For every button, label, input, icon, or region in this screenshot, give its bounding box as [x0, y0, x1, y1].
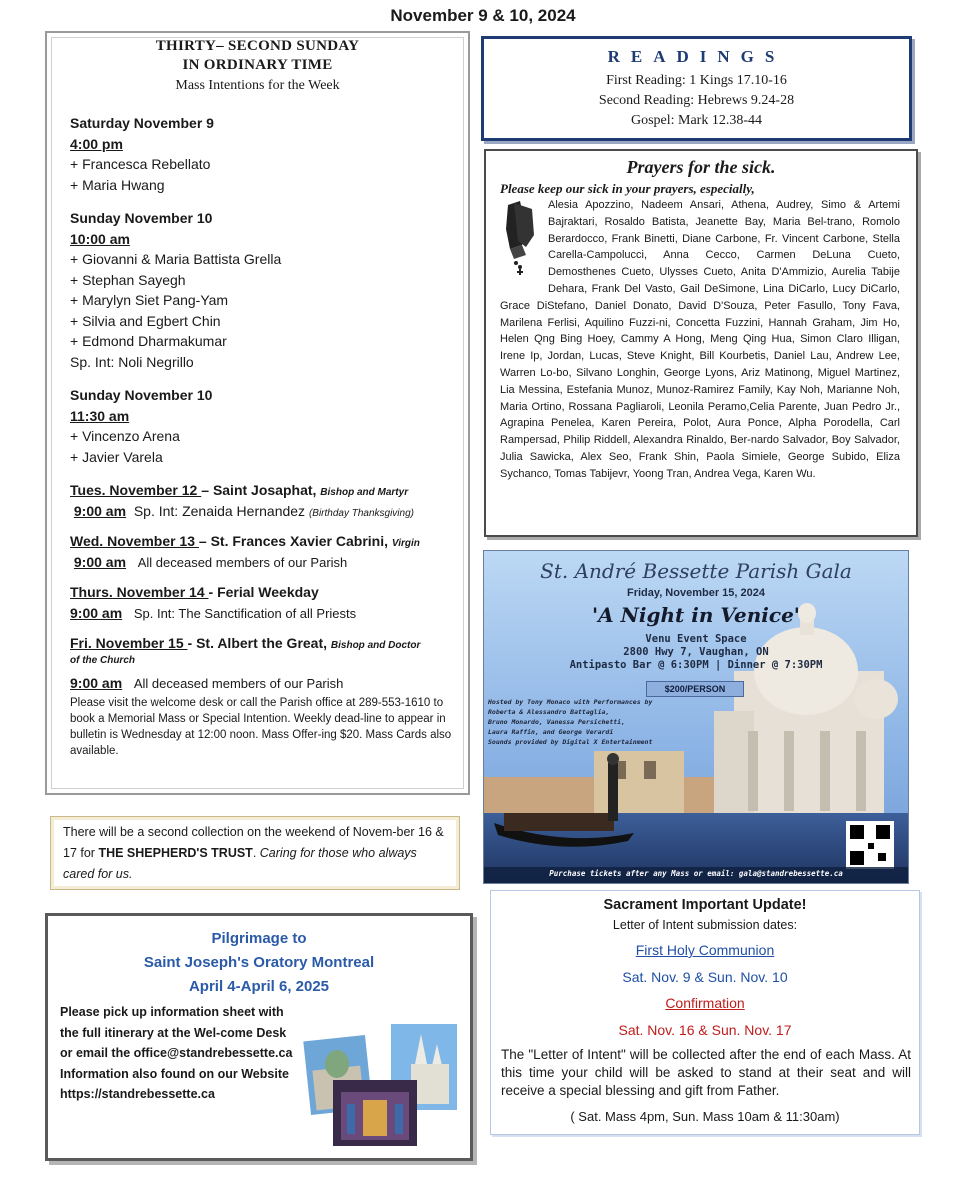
intention: + Vincenzo Arena — [70, 428, 180, 444]
day-heading: Saturday November 9 — [70, 115, 214, 131]
prayers-box — [484, 149, 918, 537]
intention: Sp. Int: The Sanctification of all Priests — [133, 605, 357, 621]
saint-note: Bishop and Doctor — [330, 640, 421, 651]
prayers-heading: Prayers for the sick. — [626, 157, 776, 177]
weekday-date: Tues. November 12 — [70, 482, 202, 498]
dash: - — [187, 635, 197, 651]
saint-name: St. Albert the Great, — [196, 635, 331, 651]
confirmation-label: Confirmation — [665, 995, 745, 1011]
gala-ticket-info: Purchase tickets after any Mass or email: gala@standrebessette.ca — [549, 869, 843, 878]
gala-host-line: Hosted by Tony Monaco with Performances by — [488, 698, 653, 706]
first-reading: First Reading: 1 Kings 17.10-16 — [606, 73, 787, 88]
collection-text: . — [252, 846, 260, 860]
mass-times-note: ( Sat. Mass 4pm, Sun. Mass 10am & 11:30am) — [570, 1109, 840, 1124]
gala-host-line: Roberta & Alessandro Battaglia, — [488, 708, 610, 716]
mass-schedule — [70, 113, 460, 759]
saint-name: St. Frances Xavier Cabrini, — [210, 533, 392, 549]
mass-title-line1: THIRTY– SECOND SUNDAY — [155, 38, 360, 54]
gala-venue-name: Venu Event Space — [645, 633, 747, 645]
mass-title — [47, 37, 468, 75]
weekday-mass — [70, 552, 460, 573]
pilgrimage-destination: Saint Joseph's Oratory Montreal — [143, 954, 375, 971]
collection-name: THE SHEPHERD'S TRUST — [98, 846, 253, 860]
confirmation-dates: Sat. Nov. 16 & Sun. Nov. 17 — [618, 1022, 792, 1038]
weekday-heading — [70, 582, 460, 603]
pilgrimage-box — [45, 913, 473, 1161]
weekday-date: Fri. November 15 — [70, 635, 188, 651]
sacrament-subheading: Letter of Intent submission dates: — [612, 918, 798, 932]
day-heading: Sunday November 10 — [70, 210, 213, 226]
weekday-mass — [70, 673, 460, 694]
gospel-reading: Gospel: Mark 12.38-44 — [630, 113, 763, 128]
mass-time: 9:00 am — [70, 674, 123, 691]
pilgrimage-dates: April 4-April 6, 2025 — [188, 978, 330, 995]
mass-time: 9:00 am — [70, 604, 123, 621]
dash: - — [208, 584, 218, 600]
mass-time: 9:00 am — [73, 502, 127, 519]
pilgrimage-info: Please pick up information sheet with the full itinerary at the Wel-come Desk or email the office@standrebessette.ca Information also found on our Website https://standrebessette.ca — [60, 1005, 293, 1101]
gala-poster — [483, 550, 909, 884]
mass-subtitle: Mass Intentions for the Week — [175, 78, 340, 93]
second-reading: Second Reading: Hebrews 9.24-28 — [598, 93, 795, 108]
intention: Sp. Int: Zenaida Hernandez — [133, 502, 309, 519]
first-communion-label: First Holy Communion — [635, 942, 775, 958]
letter-of-intent-note: The "Letter of Intent" will be collected after the end of each Mass. At this time your child will be asked to stand at their seat and will receive a special blessing and gift from Father. — [501, 1047, 911, 1098]
first-communion-dates: Sat. Nov. 9 & Sun. Nov. 10 — [622, 969, 788, 985]
mass-time: 4:00 pm — [70, 135, 123, 152]
mass-time: 9:00 am — [73, 553, 127, 570]
intention: All deceased members of our Parish — [137, 554, 348, 570]
oratory-photo-collage — [303, 1020, 463, 1150]
readings-heading: READINGS — [607, 47, 786, 66]
saint-note: Virgin — [391, 538, 420, 549]
intention: + Giovanni & Maria Battista Grella — [70, 251, 282, 267]
gala-times: Antipasto Bar @ 6:30PM | Dinner @ 7:30PM — [569, 659, 823, 671]
mass-time: 11:30 am — [70, 407, 130, 424]
collection-text: There will be a second collection on the weekend of Novem-ber 16 & 17 for — [63, 825, 444, 860]
mass-time: 10:00 am — [70, 230, 130, 247]
gala-venue-address: 2800 Hwy 7, Vaughan, ON — [623, 646, 769, 658]
gala-price-badge: $200/PERSON — [646, 681, 744, 697]
intention: + Stephan Sayegh — [70, 271, 186, 288]
prayer-names — [500, 197, 900, 483]
weekday-mass — [70, 501, 460, 522]
weekday-heading — [70, 531, 460, 552]
prayer-names-text: Alesia Apozzino, Nadeem Ansari, Athena, Audrey, Simo & Artemi Bajraktari, Rosaldo Batista, Jeanette Bay, Maria Bel-trano, Romolo Berardocco, Frank Binetti, Diane Carbone, Fr. Vincent Carbone, Stella Carella-Campolucci, Anna Cecco, Carmen DeLuna Cueto, Demosthenes Cueto, Ulysses Cueto, Anita D'Ammizio, Aurelia Tabije Dehara, Frank Del Vasto, Gail DeSimone, Lina DiCarlo, Lucy DiCarlo, Grace DiStefano, Daniel Donato, David D'Souza, Peter Fasullo, Tony Fava, Marilena Ferlisi, Aquilino Fuzzi-ni, Concetta Fuzzini, Hannah Graham, Jim Ho, Helen Qng Bing Hoey, Cammy A Hong, Meng Qing Hua, Simon Claro Illigan, Irene Ip, Jordan, Lucas, Steve Knight, Bill Kourbetis, Daniel Lau, Andrew Lee, Warren Lo-bo, Silvano Longhin, George Lyons, Ariz Matinong, Miguel Martinez, Lia Messina, Estefania Munoz, Munoz-Ramirez Family, Kay Noh, Marianne Noh, Maria Ortino, Rossana Pagliaroli, Leonila Peramo,Celia Parente, Juan Pedro Jr., Agrapina Penelea, Karen Pereira, Polot, Aura Ponce, Alpha Porodella, Carl Rampersad, Philip Riddell, Alexandra Rinaldo, Ber-nardo Salvador, Boy Salvador, Julia Sawicka, Alex Seo, Frank Shin, Paola Simiele, George Subido, Eliza Sychanco, Tomas Tabijevr, Yoong Tran, Andrea Vega, Karen Wu. — [500, 199, 900, 480]
gala-theme: 'A Night in Venice' — [592, 603, 800, 627]
weekday-heading — [70, 480, 460, 501]
intention: + Edmond Dharmakumar — [70, 333, 227, 349]
intention: + Javier Varela — [70, 448, 163, 465]
intention: + Maria Hwang — [70, 176, 165, 193]
saint-note: Bishop and Martyr — [320, 487, 409, 498]
gala-performers — [488, 697, 708, 747]
readings-box — [481, 36, 912, 141]
intention: + Silvia and Egbert Chin — [70, 312, 221, 329]
gala-date: Friday, November 15, 2024 — [627, 587, 765, 599]
collection-tagline: Caring for those who always cared for us. — [63, 846, 417, 881]
saint-name: Ferial Weekday — [217, 584, 319, 600]
intention-note: (Birthday Thanksgiving) — [308, 507, 414, 519]
oratory-photos — [303, 1020, 463, 1150]
page-title: November 9 & 10, 2024 — [390, 6, 576, 25]
weekday-heading — [70, 633, 460, 654]
saint-note: of the Church — [70, 654, 135, 666]
mass-title-line2: IN ORDINARY TIME — [182, 57, 333, 73]
intention: + Francesca Rebellato — [70, 156, 211, 172]
gala-title: St. André Bessette Parish Gala — [540, 559, 852, 583]
weekday-date: Wed. November 13 — [70, 533, 199, 549]
intention: Sp. Int: Noli Negrillo — [70, 353, 194, 370]
weekday-date: Thurs. November 14 — [70, 584, 209, 600]
booking-note: Please visit the welcome desk or call the Parish office at 289-553-1610 to book a Memorial Mass or Special Intention. Weekly dead-line to appear in bulletin is Wednesday at 12:00 noon. Mass Offer-ing $20. Mass Cards also available. — [70, 697, 452, 757]
dash: – — [198, 533, 211, 549]
sacrament-heading: Sacrament Important Update! — [603, 897, 807, 913]
gala-host-line: Bruno Monardo, Vanessa Persichetti, — [488, 718, 625, 726]
day-heading: Sunday November 10 — [70, 387, 213, 403]
gala-host-line: Laura Raffin, and George Verardi — [488, 728, 614, 736]
gala-host-line: Sounds provided by Digital X Entertainment — [488, 738, 653, 746]
dash: – — [201, 482, 213, 498]
mass-intentions-box — [45, 31, 470, 795]
weekday-mass — [70, 603, 460, 624]
intention: + Marylyn Siet Pang-Yam — [70, 292, 229, 308]
praying-hands-icon — [500, 197, 548, 281]
saint-name: Saint Josaphat, — [212, 482, 321, 498]
second-collection-box — [50, 816, 460, 890]
pilgrimage-title: Pilgrimage to — [211, 930, 307, 947]
prayers-subheading: Please keep our sick in your prayers, especially, — [500, 181, 755, 196]
gala-venue — [484, 633, 908, 672]
sacrament-box — [490, 890, 920, 1135]
intention: All deceased members of our Parish — [133, 675, 344, 691]
